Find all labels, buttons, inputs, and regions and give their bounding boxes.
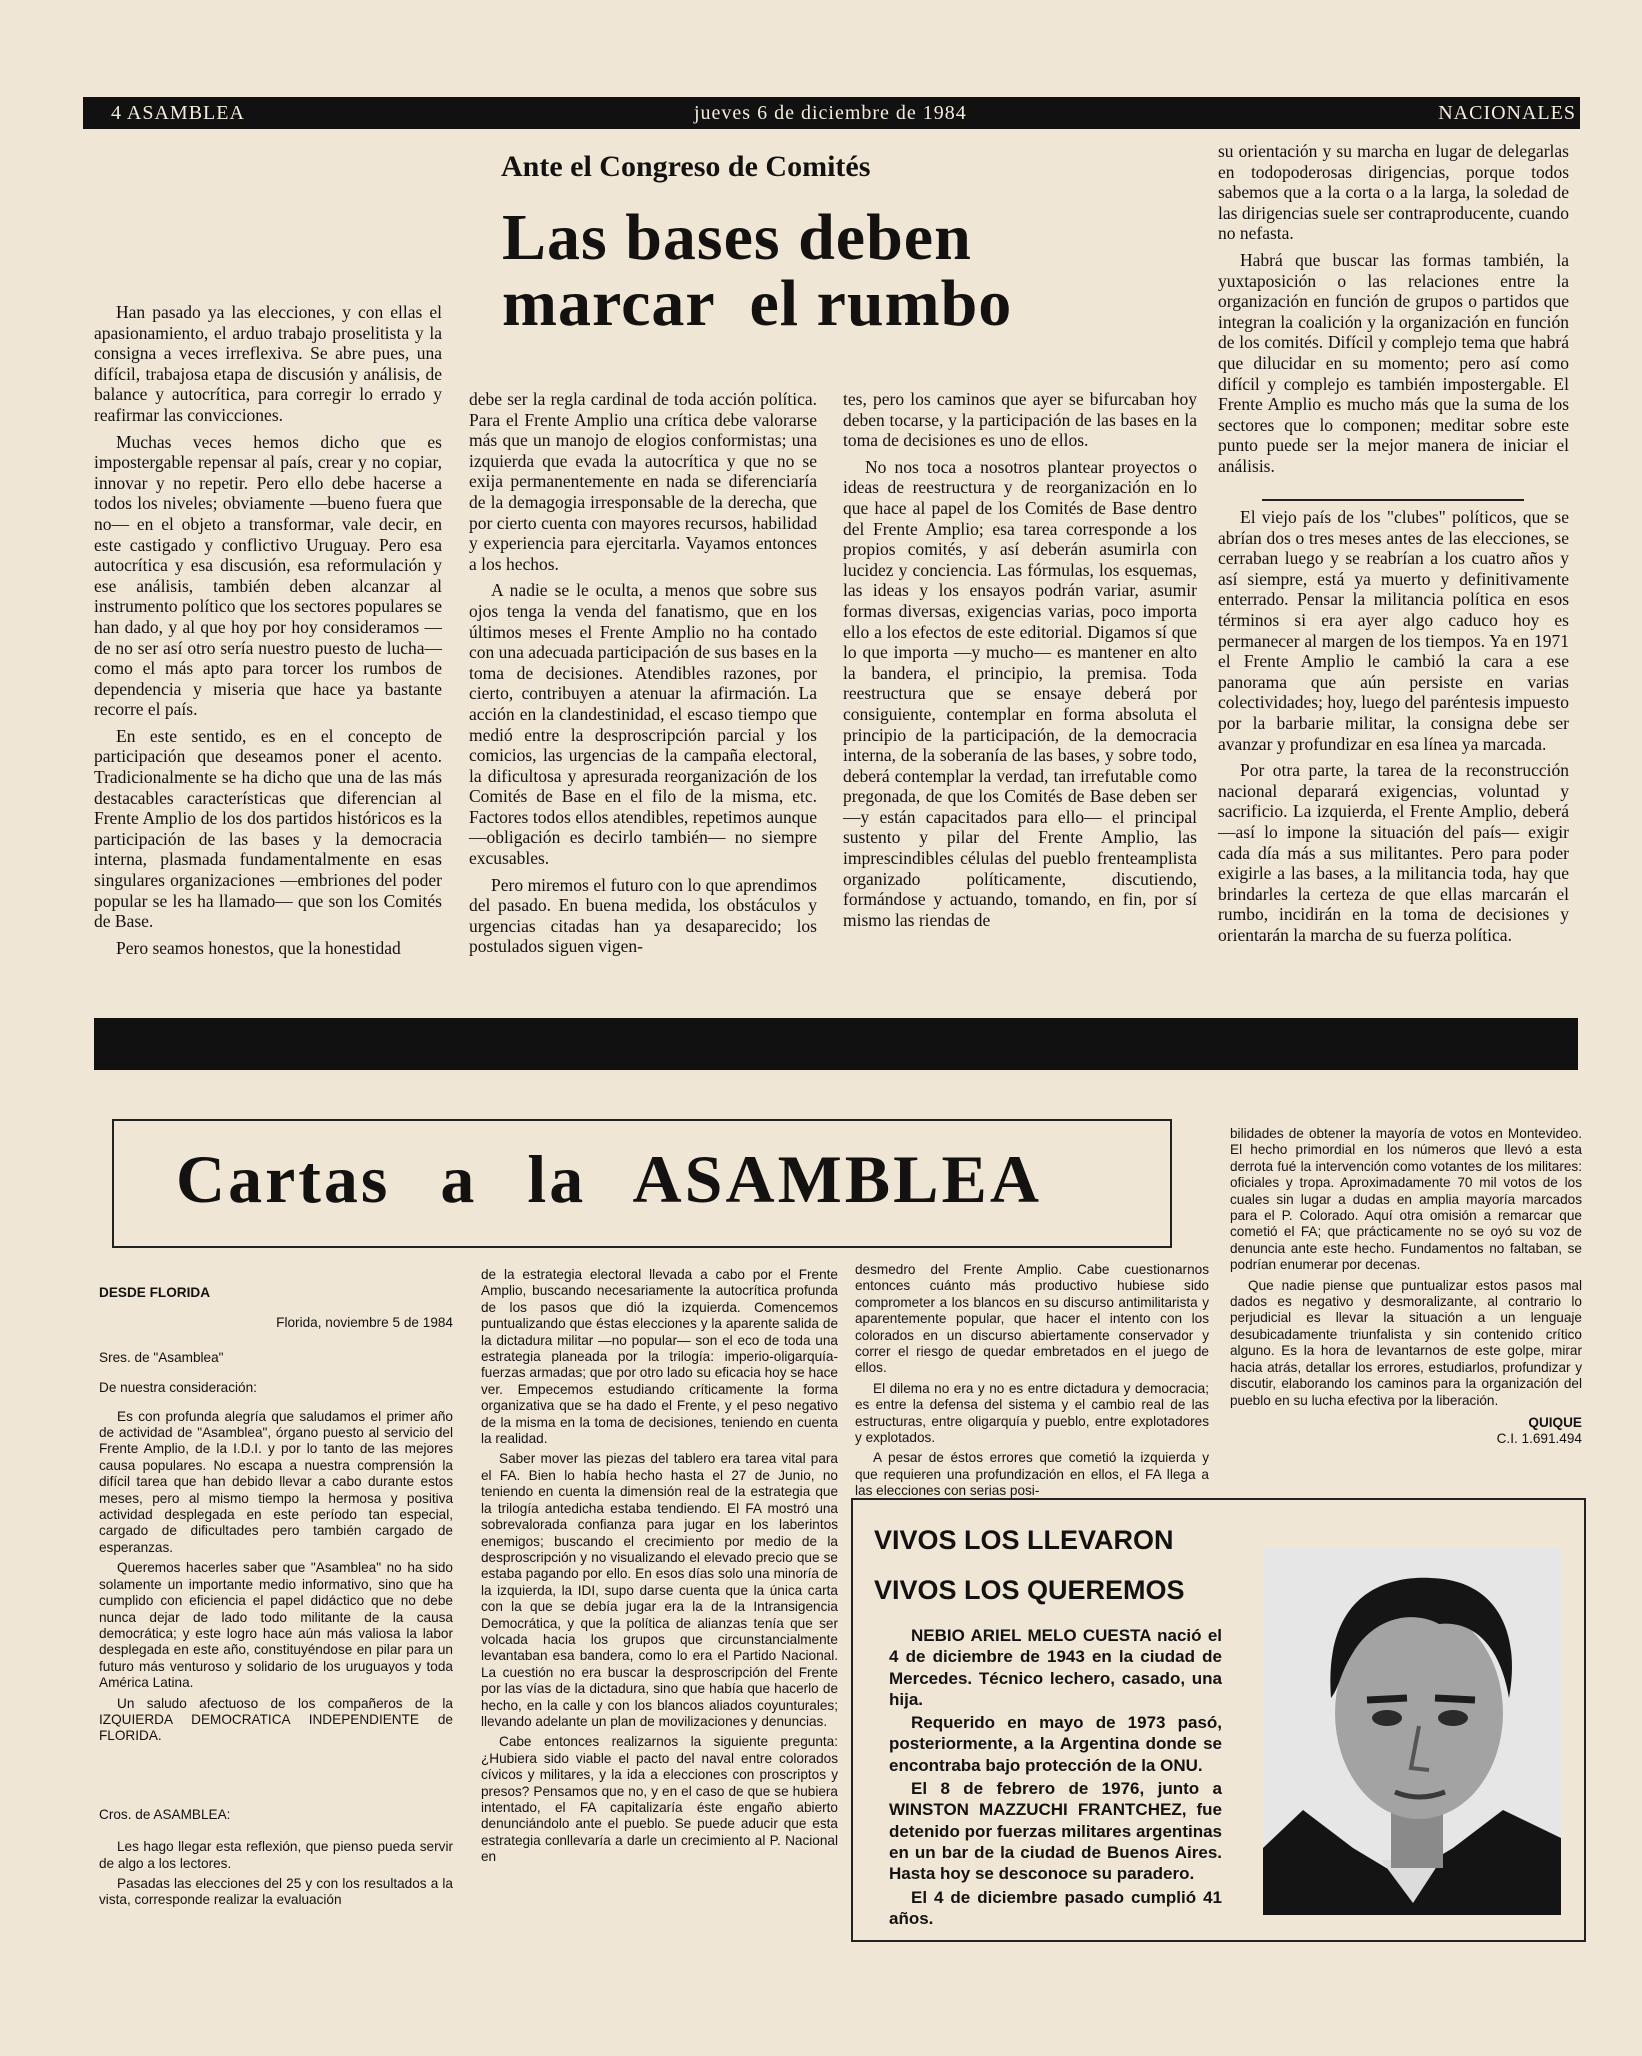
article-column-1 bbox=[94, 302, 442, 964]
letter-salutation-2: Cros. de ASAMBLEA: bbox=[99, 1806, 231, 1822]
paragraph: A pesar de éstos errores que cometió la izquierda y que requieren una profundización en ellos, el FA llega a las elecciones con serias posi- bbox=[855, 1450, 1209, 1499]
article-column-3 bbox=[843, 389, 1197, 936]
paragraph: Un saludo afectuoso de los compañeros de la IZQUIERDA DEMOCRATICA INDEPENDIENTE de FLORIDA. bbox=[99, 1695, 453, 1744]
article-column-2 bbox=[469, 389, 817, 963]
letters-column-3 bbox=[855, 1262, 1209, 1504]
paragraph: Pero miremos el futuro con lo que aprendimos del pasado. En buena medida, los obstáculos y urgencias citadas han ya desaparecido; los postulados siguen vigen- bbox=[469, 874, 817, 957]
article-headline bbox=[502, 201, 1013, 340]
issue-date: jueves 6 de diciembre de 1984 bbox=[694, 102, 967, 124]
paragraph: Han pasado ya las elecciones, y con ellas el apasionamiento, el arduo trabajo proselitista y la consigna a veces irreflexiva. Se abre pues, una difícil, trabajosa etapa de discusión y análisis, de balance y autocrítica, para corregir lo errado y reafirmar las convicciones. bbox=[94, 302, 442, 425]
paragraph: bilidades de obtener la mayoría de votos en Montevideo. El hecho primordial en los números que llevó a esta derrota fué la intervención como votantes de los militares: oficiales y tropa. Aproximadamente 70 mil votos de los cuales sin lugar a dudas en amplia mayoría marcados para el P. Colorado. Aquí otra omisión a remarcar que cometió el FA; que prácticamente no se oyó su voz de denuncia ante este hecho. Fundamentos no faltaban, se podrían enumerar por decenas. bbox=[1230, 1126, 1582, 1273]
paragraph: Saber mover las piezas del tablero era tarea vital para el FA. Bien lo había hecho hasta el 27 de Junio, no teniendo en cuenta la dimensión real de la estrategia que la trilogía antedicha estaba tendiendo. El FA mostró una sobrevalorada confianza para jugar en los laberintos enemigos; buscando el crecimiento por medio de la desproscripción y no visualizando el elevado precio que se estaba pagando por ello. En esos días solo una minoría de la izquierda, la IDI, supo darse cuenta que la única carta con la que se debía jugar era la de la Intransigencia Democrática, y que la política de alianzas tenía que ser volcada hacia los grupos que circunstancialmente levantaban esa bandera, como lo era el Partido Nacional. La cuestión no era buscar la desproscripción del Frente por las vías de la dictadura, sino que había que hacerlo de hecho, en la calle y con los blancos aliados coyunturales; llevando adelante un plan de movilizaciones y denuncias. bbox=[481, 1451, 838, 1729]
paragraph: En este sentido, es en el concepto de participación que deseamos poner el acento. Tradicionalmente se ha dicho que una de las más destacables características que diferencian al Frente Amplio de los dos partidos históricos es la participación de las bases y la democracia interna, plasmada fundamentalmente en esas singulares organizaciones —embriones del poder popular se les ha llamado— que son los Comités de Base. bbox=[94, 725, 442, 932]
paragraph: El 8 de febrero de 1976, junto a WINSTON MAZZUCHI FRANTCHEZ, fue detenido por fuerzas militares argentinas en un bar de la ciudad de Buenos Aires. Hasta hoy se desconoce su paradero. bbox=[889, 1779, 1222, 1884]
portrait-photo bbox=[1263, 1548, 1561, 1915]
letters-column-4 bbox=[1230, 1126, 1582, 1448]
paragraph: su orientación y su marcha en lugar de delegarlas en todopoderosas dirigencias, porque todos sabemos que a la corta o a la larga, la soledad de las dirigencias suele ser contraproducente, cuando no nefasta. bbox=[1218, 141, 1569, 244]
article-column-4b bbox=[1218, 507, 1569, 951]
paragraph: Muchas veces hemos dicho que es impostergable repensar al país, crear y no copiar, innovar y no repetir. Pero ello debe hacerse a todos los niveles; obviamente —bueno fuera que no— en el objeto a transformar, vale decir, en este castigado y conflictivo Uruguay. Pero esa autocrítica y esa discusión, esa reformulación y ese análisis, también deben alcanzar al instrumento político que los sectores populares se han dado, y al que hoy por hoy consideramos —de no ser así otro sería nuestro puesto de lucha— como el más apto para torcer los rumbos de dependencia y miseria que hace ya bastante recorre el país. bbox=[94, 431, 442, 720]
paragraph: El 4 de diciembre pasado cumplió 41 años. bbox=[889, 1887, 1222, 1928]
article-kicker: Ante el Congreso de Comités bbox=[501, 150, 871, 183]
paragraph: El dilema no era y no es entre dictadura y democracia; es entre la defensa del sistema y el cambio real de las estructuras, entre oligarquía y pueblo, entre explotadores y explotados. bbox=[855, 1380, 1209, 1446]
disappeared-notice-title bbox=[874, 1515, 1185, 1615]
section-label: NACIONALES bbox=[1438, 102, 1576, 124]
letter-signature: QUIQUE bbox=[1528, 1414, 1582, 1430]
headline-line-2: marcar el rumbo bbox=[502, 267, 1013, 340]
paragraph: Habrá que buscar las formas también, la yuxtaposición o las relaciones entre la organización en función de grupos o partidos que integran la coalición y la organización en función de los comités. Difícil y complejo tema que habrá que dilucidar en su momento; pero así como difícil y complejo es también impostergable. El Frente Amplio es mucho más que la suma de los sectores que lo componen; meditar sobre este punto puede ser la mejor manera de iniciar el análisis. bbox=[1218, 249, 1569, 476]
letters-column-2 bbox=[481, 1267, 838, 1870]
paragraph: Pero seamos honestos, que la honestidad bbox=[116, 937, 401, 958]
paragraph: Pasadas las elecciones del 25 y con los resultados a la vista, corresponde realizar la evaluación bbox=[99, 1875, 453, 1908]
paragraph: Queremos hacerles saber que "Asamblea" no ha sido solamente un importante medio informativo, sino que ha cumplido con eficiencia el papel didáctico que no debe nunca dejar de lado todo militante de la causa democrática; y este logro hace aún más valiosa la labor desplegada en este año, constituyéndose en pilar para un futuro más venturoso y solidario de los uruguayos y toda América Latina. bbox=[99, 1560, 453, 1691]
page-header-bar bbox=[83, 97, 1580, 129]
paragraph: El viejo país de los "clubes" políticos, que se abrían dos o tres meses antes de las elecciones, se cerraban luego y se reabrían a los cuatro años y así siempre, está ya muerto y definitivamente enterrado. Pensar la militancia política en esos términos si era ayer algo caduco hoy es permanecer al margen de los tiempos. Ya en 1971 el Frente Amplio le cambió la cara a ese panorama que aún persiste en varias colectividades; hoy, luego del paréntesis impuesto por la barbarie militar, la consigna debe ser avanzar y profundizar en esa línea ya marcada. bbox=[1218, 507, 1569, 754]
paragraph: debe ser la regla cardinal de toda acción política. Para el Frente Amplio una crítica debe valorarse más que un manojo de elogios conformistas; una izquierda que evada la autocrítica y que no se exija permanentemente en nada se diferenciaría de la demagogia irresponsable de la derecha, que por cierto cuenta con mayores recursos, habilidad y experiencia para ejercitarla. Vayamos entonces a los hechos. bbox=[469, 389, 817, 574]
page-number-label: 4 ASAMBLEA bbox=[111, 102, 245, 124]
section-separator-bar bbox=[94, 1018, 1578, 1070]
paragraph: A nadie se le oculta, a menos que sobre sus ojos tenga la venda del fanatismo, que en los últimos meses el Frente Amplio no ha contado con una adecuada participación de sus bases en la toma de decisiones. Atendibles razones, por cierto, contribuyen a atenuar la afirmación. La acción en la clandestinidad, el escaso tiempo que medió entre la desproscripción parcial y los comicios, las urgencias de la campaña electoral, la dificultosa y apresurada reorganización de los Comités de Base en el filo de la misma, etc. Factores todos ellos atendibles, repetimos aunque —obligación es decirlo también— no siempre excusables. bbox=[469, 580, 817, 869]
notice-title-line-2: VIVOS LOS QUEREMOS bbox=[874, 1575, 1185, 1605]
paragraph: Por otra parte, la tarea de la reconstrucción nacional deparará exigencias, voluntad y sacrificio. La izquierda, el Frente Amplio, deberá —así lo impone la situación del país— exigir cada día más a sus militantes. Pero para poder exigirle a las bases, a la militancia toda, hay que brindarles la certeza de que ellas marcarán el rumbo, incidirán en la toma de decisiones y orientarán la marcha de su fuerza política. bbox=[1218, 760, 1569, 945]
paragraph: No nos toca a nosotros plantear proyectos o ideas de reestructura y de reorganización en lo que hace al papel de los Comités de Base dentro del Frente Amplio; esa tarea corresponde a los propios comités, y así deberán asumirla con lucidez y conciencia. Las fórmulas, los esquemas, las ideas y los ensayos podrán variar, asumir formas diversas, exigencias varias, poco importa ello a los efectos de este editorial. Digamos sí que lo que importa —y mucho— es mantener en alto la bandera, el principio, la premisa. Toda reestructura que se ensaye deberá por consiguiente, contemplar en forma absoluta el principio de la participación, de la democracia interna, de la soberanía de las bases, y sobre todo, deberá contemplar la verdad, tan irrefutable como pregonada, de que los Comités de Base deben ser —y están capacitados para ello— el principal sustento y pilar del Frente Amplio, las imprescindibles células del pueblo frenteamplista organizado políticamente, discutiendo, formándose y actuando, tomando, en fin, por sí mismo las riendas de bbox=[843, 456, 1197, 930]
letter-salutation: Sres. de "Asamblea" bbox=[99, 1349, 224, 1365]
article-column-4 bbox=[1218, 141, 1569, 483]
letter-date: Florida, noviembre 5 de 1984 bbox=[276, 1315, 453, 1331]
notice-title-line-1: VIVOS LOS LLEVARON bbox=[874, 1525, 1174, 1555]
paragraph: NEBIO ARIEL MELO CUESTA nació el 4 de diciembre de 1943 en la ciudad de Mercedes. Técnico lechero, casado, una hija. bbox=[889, 1626, 1222, 1709]
letter-origin: DESDE FLORIDA bbox=[99, 1285, 211, 1300]
letters-column-1 bbox=[99, 1285, 453, 1913]
disappeared-notice-text bbox=[889, 1625, 1222, 1931]
paragraph: Es con profunda alegría que saludamos el primer año de actividad de "Asamblea", órgano puesto al servicio del Frente Amplio, de la I.D.I. y por lo tanto de las mejores causa populares. No escapa a nuestra comprensión la difícil tarea que han debido llevar a cabo durante estos meses, pero al mismo tiempo la hermosa y positiva actividad desplegada en este período tan especial, cargado de dificultades pero también cargado de esperanzas. bbox=[99, 1408, 453, 1555]
paragraph: Cabe entonces realizarnos la siguiente pregunta: ¿Hubiera sido viable el pacto del naval entre colorados cívicos y militares, y la ida a elecciones con proscriptos y presos? Pensamos que no, y en el caso de que se hubiera intentado, el FA capitalizaría éste engaño abierto denunciándolo ante el pueblo. Se puede aducir que esta estrategia conllevaría a darle un crecimiento al P. Nacional en bbox=[481, 1734, 838, 1865]
paragraph: desmedro del Frente Amplio. Cabe cuestionarnos entonces cuánto más productivo hubiese sido comprometer a los blancos en su discurso antimilitarista y aparentemente popular, que hacer el intento con los colorados en un discurso abiertamente conservador y correr el riesgo de quedar embretados en el juego de ellos. bbox=[855, 1262, 1209, 1376]
paragraph: tes, pero los caminos que ayer se bifurcaban hoy deben tocarse, y la participación de las bases en la toma de decisiones es uno de ellos. bbox=[843, 389, 1197, 451]
paragraph: Que nadie piense que puntualizar estos pasos mal dados es negativo y desmoralizante, al contrario lo perjudicial es llevar la situación a un lenguaje desubicadamente triunfalista y sin contenido crítico alguno. Es la hora de levantarnos de este golpe, mirar hacia atrás, detallar los errores, estudiarlos, profundizar y discutir, elaborando los caminos para la organización del pueblo en su lucha efectiva por la liberación. bbox=[1230, 1277, 1582, 1408]
paragraph: de la estrategia electoral llevada a cabo por el Frente Amplio, buscando necesariamente la autocrítica profunda de los pasos que dió la izquierda. Comencemos puntualizando que éstas elecciones y la aparente salida de la dictadura militar —no popular— son el eco de toda una estrategia planeada por la trilogía: imperio-oligarquía-fuerzas armadas; que por otro lado su eficacia hoy se hace ver. Empecemos estudiando críticamente la forma organizativa que se ha dado el Frente, y el peso negativo de la misma en la toma de decisiones, teniendo en cuenta la realidad. bbox=[481, 1267, 838, 1447]
portrait-image bbox=[1263, 1548, 1561, 1915]
headline-line-1: Las bases deben bbox=[502, 201, 972, 274]
letter-id-number: C.I. 1.691.494 bbox=[1496, 1431, 1582, 1447]
paragraph: Les hago llegar esta reflexión, que pienso pueda servir de algo a los lectores. bbox=[99, 1839, 453, 1871]
paragraph: Requerido en mayo de 1973 pasó, posteriormente, a la Argentina donde se encontraba bajo protección de la ONU. bbox=[889, 1713, 1222, 1775]
letter-greeting: De nuestra consideración: bbox=[99, 1380, 257, 1396]
column-divider bbox=[1262, 499, 1524, 501]
cartas-title: Cartas a la ASAMBLEA bbox=[176, 1141, 1042, 1217]
